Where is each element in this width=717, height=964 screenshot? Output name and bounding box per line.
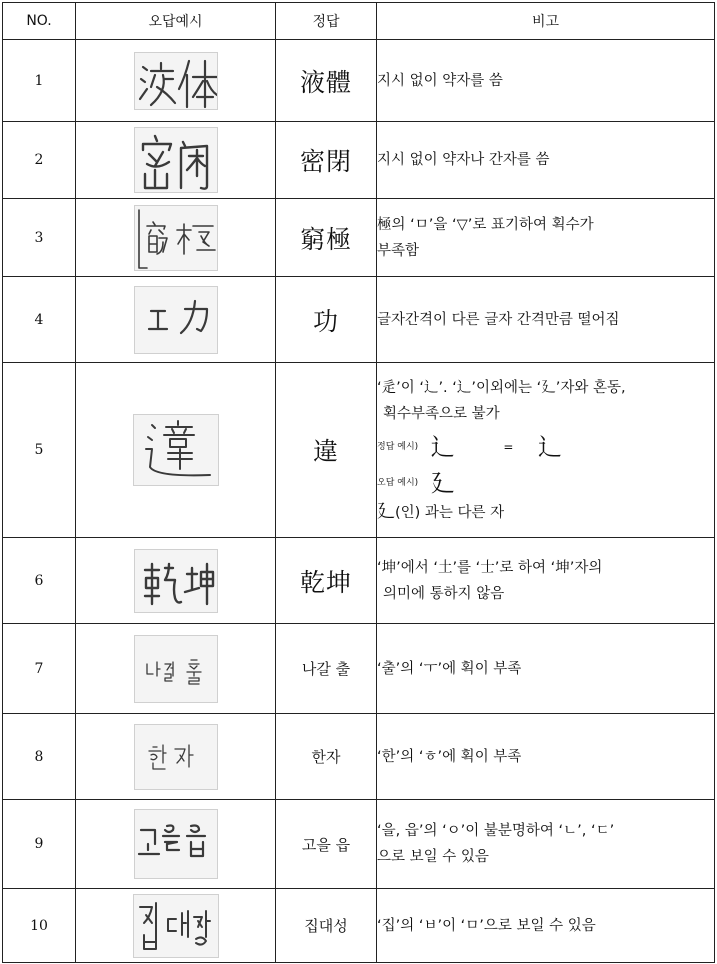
table-row: [3, 122, 715, 199]
table-row: [3, 199, 715, 277]
remark-text: (인) 과는 다른 자: [395, 504, 505, 521]
table-row: [3, 363, 715, 538]
answer-text: 한자: [311, 748, 341, 766]
answer-cell: [276, 538, 377, 624]
remark-text: 지시 없이 약자나 간자를 씀: [377, 152, 550, 168]
answer-cell: [276, 199, 377, 277]
remark-cell: [377, 714, 715, 800]
answer-cell: [276, 624, 377, 714]
row-number: 8: [3, 714, 76, 800]
row-number: 4: [3, 277, 76, 363]
answer-cell: [276, 889, 377, 963]
handwriting-sample-cell: [76, 277, 276, 363]
row-number: 9: [3, 800, 76, 889]
header-no: NO.: [3, 3, 76, 40]
table-row: [3, 714, 715, 800]
remark-line: 의미에 통하지 않음: [383, 585, 505, 602]
wrong-example-row: [377, 467, 714, 499]
answer-cell: [276, 363, 377, 538]
table-row: [3, 538, 715, 624]
handwriting-sample-cell: [76, 122, 276, 199]
answer-text: 나갈 출: [301, 660, 351, 678]
answer-text: 功: [312, 306, 339, 336]
remark-cell: [377, 277, 715, 363]
header-remark: 비고: [377, 3, 715, 40]
answer-cell: [276, 800, 377, 889]
remark-cell: [377, 199, 715, 277]
remark-cell: [377, 538, 715, 624]
handwriting-sample-cell: [76, 800, 276, 889]
remark-cell: [377, 122, 715, 199]
wrong-example-glyph: 廴: [430, 468, 455, 497]
handwriting-sample-image: [134, 809, 218, 879]
answer-text: 乾坤: [299, 567, 352, 597]
handwriting-sample-image: [134, 724, 218, 790]
header-row: [3, 3, 715, 40]
remark-line: 획수부족으로 불가: [383, 405, 500, 422]
table-row: [3, 277, 715, 363]
correct-example-glyph: 辶: [538, 432, 563, 461]
wrong-example-label: 오답 예시): [377, 477, 419, 488]
header-answer: 정답: [276, 3, 377, 40]
remark-line: ‘坤’에서 ‘土’를 ‘士’로 하여 ‘坤’자의: [377, 559, 603, 576]
handwriting-sample-cell: [76, 199, 276, 277]
answer-text: 密閉: [299, 147, 352, 176]
row-number: 6: [3, 538, 76, 624]
header-sample: 오답예시: [76, 3, 276, 40]
remark-text: 지시 없이 약자를 씀: [377, 72, 503, 89]
row-number: 1: [3, 40, 76, 122]
table-row: [3, 889, 715, 963]
remark-cell: [377, 624, 715, 714]
handwriting-sample-cell: [76, 889, 276, 963]
remark-cell: [377, 363, 715, 538]
handwriting-sample-image: [134, 286, 218, 354]
row-number: 10: [3, 889, 76, 963]
handwriting-sample-image: [134, 549, 218, 613]
handwriting-sample-image: [134, 205, 218, 271]
answer-text: 違: [312, 437, 339, 466]
answer-text: 液體: [299, 67, 352, 97]
handwriting-sample-image: [134, 635, 218, 703]
handwriting-sample-image: [133, 894, 219, 958]
remark-line: ‘을, 읍’의 ‘ㅇ’이 불분명하여 ‘ㄴ’, ‘ㄷ’: [377, 823, 615, 839]
remark-text: ‘한’의 ‘ㅎ’에 획이 부족: [377, 748, 522, 765]
row-number: 2: [3, 122, 76, 199]
handwriting-sample-cell: [76, 538, 276, 624]
remark-line: 極의 ‘ㅁ’을 ‘▽’로 표기하여 획수가: [377, 216, 594, 233]
equals-sign: =: [503, 439, 514, 454]
handwriting-sample-cell: [76, 624, 276, 714]
handwriting-sample-image: [133, 414, 219, 486]
correct-example-row: [377, 427, 714, 467]
answer-text: 고을 읍: [301, 835, 351, 854]
answer-cell: [276, 714, 377, 800]
remark-text: 글자간격이 다른 글자 간격만큼 떨어짐: [377, 311, 620, 328]
handwriting-sample-cell: [76, 40, 276, 122]
remark-text: ‘집’의 ‘ㅂ’이 ‘ㅁ’으로 보일 수 있음: [377, 917, 596, 934]
handwriting-sample-cell: [76, 363, 276, 538]
row-number: 3: [3, 199, 76, 277]
answer-text: 窮極: [299, 224, 352, 254]
remark-cell: [377, 40, 715, 122]
remark-cell: [377, 800, 715, 889]
table-row: [3, 40, 715, 122]
table-row: [3, 800, 715, 889]
remark-line: 부족함: [377, 242, 420, 259]
answer-cell: [276, 277, 377, 363]
table-row: [3, 624, 715, 714]
answer-cell: [276, 122, 377, 199]
row-number: 7: [3, 624, 76, 714]
row-number: 5: [3, 363, 76, 538]
answer-error-table: [2, 2, 715, 963]
remark-text: ‘출’의 ‘ㅜ’에 획이 부족: [377, 660, 522, 677]
answer-cell: [276, 40, 377, 122]
handwriting-sample-cell: [76, 714, 276, 800]
handwriting-sample-image: [134, 52, 218, 110]
remark-line: ‘辵’이 ‘辶’. ‘辶’이외에는 ‘廴’자와 혼동,: [377, 379, 626, 396]
handwriting-sample-image: [134, 127, 218, 193]
remark-line: [377, 499, 714, 526]
remark-cell: [377, 889, 715, 963]
remark-line: 으로 보일 수 있음: [377, 849, 489, 865]
correct-example-label: 정답 예시): [377, 441, 419, 452]
answer-text: 집대성: [304, 917, 348, 935]
reference-glyph: 廴: [377, 500, 395, 522]
correct-example-glyph: 辶: [430, 432, 455, 461]
